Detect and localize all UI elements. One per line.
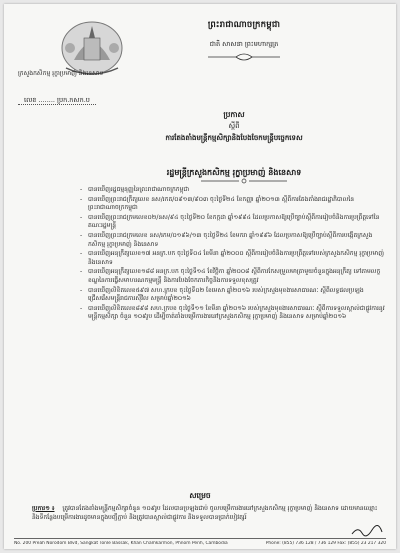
footer-contact: Phone: (855) 736 128 / 736 129 Fax: (855) 23 217 320 bbox=[265, 541, 386, 546]
list-item: - បានឃើញព្រះរាជក្រមលេខ នស/រកម/០១៩៦/១៣ ចុះថ្ងៃទី២៤ ខែមករា ឆ្នាំ១៩៩៦ ដែលប្រកាសឱ្យប្រើច្បាប់ស្តីពីការបង្កើតក្រសួងកសិកម្ម រុក្ខាប្រមាញ់ និងនេសាទ bbox=[80, 232, 386, 249]
issuing-authority: រដ្ឋមន្ត្រីក្រសួងកសិកម្ម រុក្ខាប្រមាញ់ និងនេសាទ bbox=[166, 168, 302, 177]
document-page bbox=[4, 4, 396, 549]
list-item: - បានឃើញព្រះរាជក្រឹត្យលេខ នស/រកត/០៩១៣/៩០៣ ចុះថ្ងៃទី២៤ ខែកញ្ញា ឆ្នាំ២០១៣ ស្តីពីការតែងតាំងរាជរដ្ឋាភិបាលនៃព្រះរាជាណាចក្រកម្ពុជា bbox=[80, 196, 386, 213]
reference-number bbox=[18, 96, 96, 106]
article-1 bbox=[32, 505, 388, 522]
ornament-divider bbox=[206, 53, 282, 61]
list-item: - បានឃើញអនុក្រឹត្យលេខ១៨៨ អនក្រ.បក ចុះថ្ងៃទី១៤ ខែវិច្ឆិកា ឆ្នាំ២០០៨ ស្តីពីការកែសម្រួលមាត្រាមួយចំនួនក្នុងអនុក្រឹត្យ ទៅតាមលក្ខខណ្ឌនៃការធ្វើសមាហរណកម្មមន្ត្រី និងការបែងចែកភារកិច្ចនិងការទទួលខុសត្រូវ bbox=[80, 268, 386, 285]
footer bbox=[14, 541, 386, 546]
legal-basis-list bbox=[80, 186, 386, 323]
footer-address: No. 200 Preah Norodom Blvd, Sangkat Tonle Bassak, Khan Chamkarmon, Phnom Penh, Cambodia bbox=[14, 541, 228, 546]
signature-mark-icon bbox=[350, 524, 384, 538]
article-text: ត្រូវបានតែងតាំងមន្ត្រីកម្មសិក្សាចំនួន ១០៩រូប ដែលបានប្រឡងជាប់ ចូលបម្រើការងារនៅក្រសួងកសិកម្ម រុក្ខាប្រមាញ់ និងនេសាទ ដោយមានឈ្មោះ និងទីកន្លែងបម្រើការងារដូចមានក្នុងបញ្ជីភ្ជាប់ និងត្រូវបានស្គាល់ជាផ្លូវការ និងទទួលបានប្រាក់បៀវត្សរ៍ bbox=[32, 505, 378, 521]
ministry-title: ក្រសួងកសិកម្ម រុក្ខាប្រមាញ់ និងនេសាទ bbox=[18, 70, 104, 77]
ministry-name bbox=[18, 70, 168, 78]
list-item: - បានឃើញលិខិតលេខ៥៩៧ សហ.ក្របខ ចុះថ្ងៃទី០២ ខែមេសា ឆ្នាំ២០១៦ របស់ក្រសួងមុខងារសាធារណៈ ស្តីពីលទ្ធផលប្រឡងជ្រើសរើសមន្ត្រីរាជការស៊ីវិល សម្រាប់ឆ្នាំ២០១៦ bbox=[80, 287, 386, 304]
decision-heading: សម្រេច bbox=[189, 491, 211, 500]
list-item: - បានឃើញព្រះរាជក្រមលេខ០២/នស/៩៤ ចុះថ្ងៃទី២០ ខែកក្កដា ឆ្នាំ១៩៩៤ ដែលប្រកាសឱ្យប្រើច្បាប់ស្តីពីការរៀបចំនិងការប្រព្រឹត្តទៅនៃគណៈរដ្ឋមន្ត្រី bbox=[80, 214, 386, 231]
reference-number-value: លេខ ........ ប្រក.កសក.ប bbox=[18, 96, 96, 105]
document-subject: ការតែងតាំងមន្ត្រីកម្មសិក្សានិងបែងចែកមន្ត្រីបច្ចេកទេស bbox=[165, 134, 303, 142]
document-type: ប្រកាស bbox=[223, 110, 245, 119]
kingdom-title: ព្រះរាជាណាចក្រកម្ពុជា bbox=[207, 20, 281, 30]
ornament-divider bbox=[199, 178, 289, 184]
list-item: - បានឃើញលិខិតលេខ៨៩៨ សហ.ក្របខ ចុះថ្ងៃទី១១ ខែមីនា ឆ្នាំ២០១៦ របស់ក្រសួងមុខងារសាធារណៈ ស្តីពីការទទួលស្គាល់ជាផ្លូវការនូវមន្ត្រីកម្មសិក្សា ចំនួន ១០៩រូប ដើម្បីចាត់តាំងបម្រើការងារនៅក្រសួងកសិកម្ម រុក្ខាប្រមាញ់ និងនេសាទ សម្រាប់ឆ្នាំ២០១៦ bbox=[80, 305, 386, 322]
national-motto: ជាតិ សាសនា ព្រះមហាក្សត្រ bbox=[209, 40, 279, 48]
footer-divider bbox=[14, 538, 386, 539]
list-item: - បានឃើញរដ្ឋធម្មនុញ្ញនៃព្រះរាជាណាចក្រកម្ពុជា bbox=[80, 186, 386, 195]
article-label: ប្រការ១ ៖ bbox=[32, 505, 55, 512]
document-about: ស្តីពី bbox=[228, 122, 240, 130]
list-item: - បានឃើញអនុក្រឹត្យលេខ១៧ អនក្រ.បក ចុះថ្ងៃទី០៤ ខែមីនា ឆ្នាំ២០០០ ស្តីពីការរៀបចំនិងការប្រព្រឹត្តទៅរបស់ក្រសួងកសិកម្ម រុក្ខាប្រមាញ់ និងនេសាទ bbox=[80, 250, 386, 267]
